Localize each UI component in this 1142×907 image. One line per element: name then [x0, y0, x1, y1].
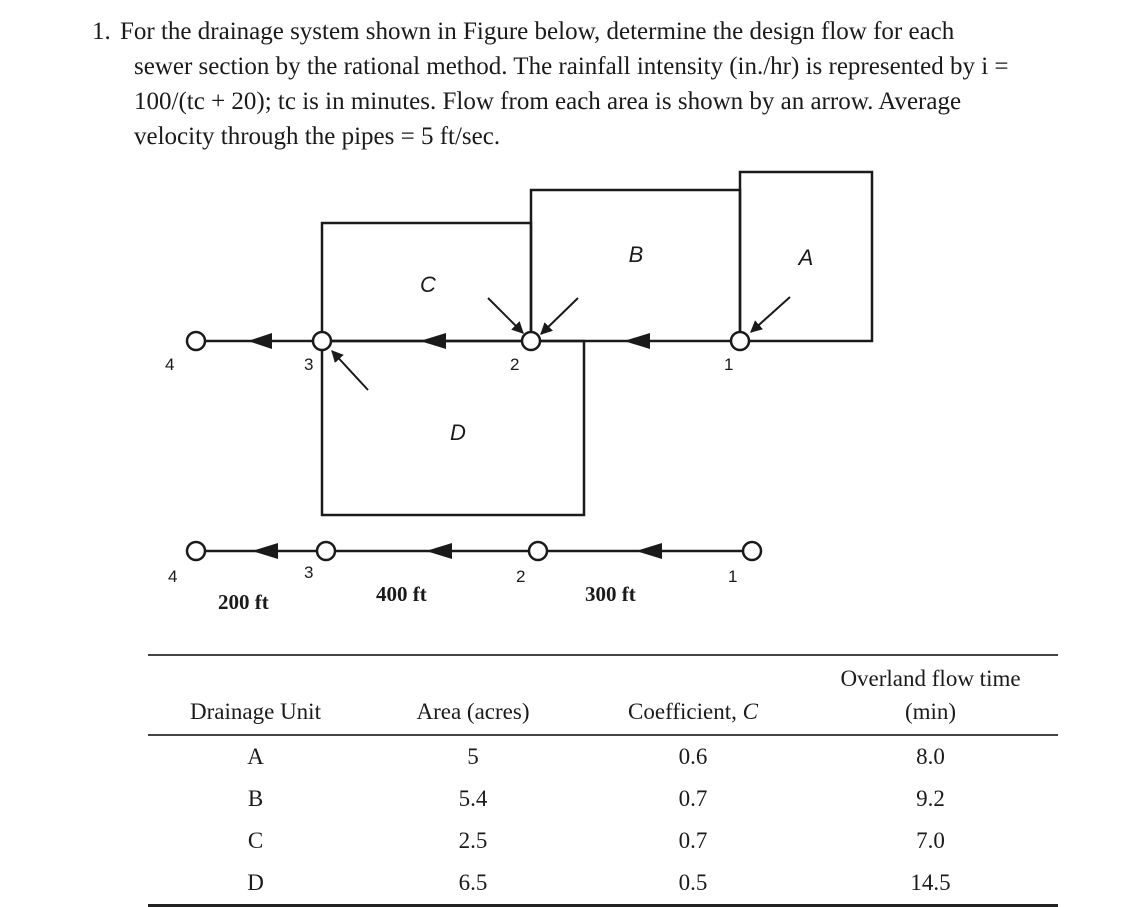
schematic-manhole-3-icon — [317, 542, 335, 560]
manhole-2-icon — [522, 332, 540, 350]
length-label-400: 400 ft — [376, 582, 427, 606]
cell-coef: 0.7 — [678, 828, 708, 853]
area-label-d: D — [450, 420, 466, 445]
header-coefficient-text: Coefficient, — [628, 699, 743, 724]
manhole-3-icon — [313, 332, 331, 350]
problem-line-2: sewer section by the rational method. The rainfall intensity (in./hr) is represented by i = — [134, 53, 1009, 80]
cell-area: 5.4 — [458, 786, 488, 811]
schematic-node-label-3: 3 — [304, 563, 314, 582]
cell-time: 7.0 — [916, 828, 945, 853]
schematic-manhole-1-icon — [743, 542, 761, 560]
problem-line-3: 100/(tc + 20); tc is in minutes. Flow from each area is shown by an arrow. Average — [134, 88, 962, 115]
manhole-1-icon — [731, 332, 749, 350]
cell-coef: 0.7 — [678, 786, 708, 811]
cell-coef: 0.5 — [678, 870, 708, 895]
cell-area: 5 — [467, 744, 479, 769]
drainage-data-table — [148, 654, 1058, 907]
node-label-1: 1 — [724, 355, 734, 374]
cell-unit: C — [247, 828, 264, 853]
manhole-4-icon — [187, 332, 205, 350]
flow-arrow-icon — [624, 333, 650, 349]
cell-unit: D — [247, 870, 264, 895]
header-coefficient — [583, 655, 803, 735]
problem-number: 1. — [92, 18, 111, 45]
length-label-300: 300 ft — [585, 582, 636, 606]
table-row — [148, 735, 1058, 778]
schematic-manhole-4-icon — [187, 542, 205, 560]
header-area: Area (acres) — [416, 699, 530, 724]
cell-unit: A — [247, 744, 264, 769]
table-row — [148, 862, 1058, 906]
table-row — [148, 778, 1058, 820]
schematic-node-label-4: 4 — [168, 567, 178, 586]
header-unit: Drainage Unit — [190, 699, 321, 724]
schematic-manhole-2-icon — [529, 542, 547, 560]
problem-line-1: For the drainage system shown in Figure below, determine the design flow for each — [120, 18, 955, 45]
flow-arrow-icon — [420, 333, 446, 349]
inflow-arrow-c-icon — [488, 298, 523, 333]
cell-coef: 0.6 — [678, 744, 708, 769]
area-label-b: B — [628, 242, 644, 267]
schematic-node-label-2: 2 — [516, 567, 526, 586]
length-label-200: 200 ft — [218, 590, 269, 614]
table-row — [148, 820, 1058, 862]
flow-arrow-icon — [252, 543, 278, 559]
node-label-4: 4 — [165, 355, 175, 374]
cell-time: 8.0 — [916, 744, 945, 769]
area-label-c: C — [420, 272, 436, 297]
header-overland-line1: Overland flow time — [840, 666, 1021, 691]
node-label-3: 3 — [304, 355, 314, 374]
header-overland-time — [803, 655, 1058, 735]
header-coefficient-var: C — [742, 699, 758, 724]
cell-area: 6.5 — [458, 870, 488, 895]
cell-time: 14.5 — [910, 870, 951, 895]
cell-area: 2.5 — [458, 828, 488, 853]
table-header-row — [148, 655, 1058, 735]
area-label-a: A — [798, 245, 814, 270]
inflow-arrow-a-icon — [751, 297, 790, 332]
flow-arrow-icon — [636, 543, 662, 559]
node-label-2: 2 — [510, 355, 520, 374]
problem-line-4: velocity through the pipes = 5 ft/sec. — [134, 123, 501, 150]
inflow-arrow-d-icon — [332, 351, 368, 390]
schematic-node-label-1: 1 — [728, 567, 738, 586]
cell-unit: B — [247, 786, 264, 811]
inflow-arrow-b-icon — [541, 298, 578, 334]
flow-arrow-icon — [248, 333, 272, 349]
flow-arrow-icon — [426, 543, 452, 559]
cell-time: 9.2 — [916, 786, 945, 811]
header-overland-line2: (min) — [904, 699, 957, 724]
